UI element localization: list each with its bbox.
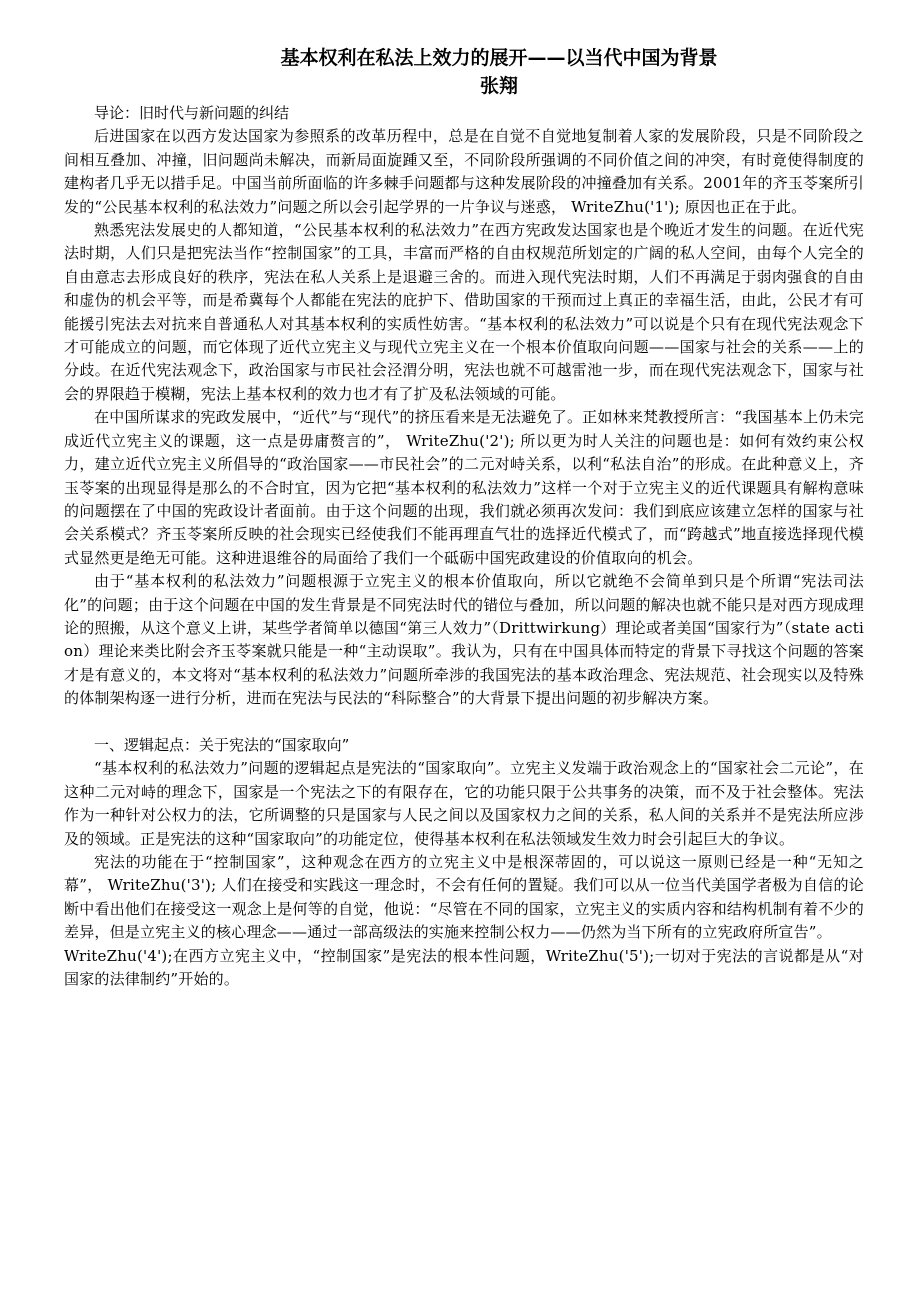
intro-paragraph-1: 后进国家在以西方发达国家为参照系的改革历程中，总是在自觉不自觉地复制着人家的发展阶段，只是不同阶段之间相互叠加、冲撞，旧问题尚未解决，而新局面旋踵又至，不同阶段所强调的不同价值之间的冲突，有时竟使得制度的建构者几乎无以措手足。中国当前所面临的许多棘手问题都与这种发展阶段的冲撞叠加有关系。2001年的齐玉苓案所引发的“公民基本权利的私法效力”问题之所以会引起学界的一片争议与迷惑， WriteZhu('1'); 原因也正在于此。: [64, 127, 864, 216]
section1-paragraph-2: 宪法的功能在于“控制国家”，这种观念在西方的立宪主义中是根深蒂固的，可以说这一原则已经是一种“无知之幕”， WriteZhu('3'); 人们在接受和实践这一理念时，不会有任何的置疑。我们可以从一位当代美国学者极为自信的论断中看出他们在接受这一观念上是何等的自觉，他说：“尽管在不同的国家，立宪主义的实质内容和结构机制有着不少的差异，但是立宪主义的核心理念——通过一部高级法的实施来控制公权力——仍然为当下所有的立宪政府所宣告”。: [64, 852, 864, 942]
document-title: 基本权利在私法上效力的展开——以当代中国为背景: [280, 47, 718, 69]
intro-paragraph-4: 由于“基本权利的私法效力”问题根源于立宪主义的根本价值取向，所以它就绝不会简单到只是个所谓“宪法司法化”的问题；由于这个问题在中国的发生背景是不同宪法时代的错位与叠加，所以问题的解决也就不能只是对西方现成理论的照搬，从这个意义上讲，某些学者简单以德国“第三人效力”（Drittwirkung）理论或者美国“国家行为”（state action）理论来类比附会齐玉苓案就只能是一种“主动误取”。我认为，只有在中国具体而特定的背景下寻找这个问题的答案才是有意义的，本文将对“基本权利的私法效力”问题所牵涉的我国宪法的基本政治理念、宪法规范、社会现实以及特殊的体制架构逐一进行分析，进而在宪法与民法的“科际整合”的大背景下提出问题的初步解决方案。: [64, 572, 864, 708]
section1-paragraph-3: WriteZhu('4');在西方立宪主义中，“控制国家”是宪法的根本性问题，WriteZhu('5');一切对于宪法的言说都是从“对国家的法律制约”开始的。: [64, 946, 864, 989]
intro-heading: 导论：旧时代与新问题的纠结: [94, 104, 290, 122]
document-page: [64, 44, 864, 991]
section-gap: [64, 711, 864, 734]
intro-paragraph-3: 在中国所谋求的宪政发展中，“近代”与“现代”的挤压看来是无法避免了。正如林来梵教授所言：“我国基本上仍未完成近代立宪主义的课题，这一点是毋庸赘言的”， WriteZhu('2'); 所以更为时人关注的问题也是：如何有效约束公权力，建立近代立宪主义所倡导的“政治国家——市民社会”的二元对峙关系，以利“私法自治”的形成。在此种意义上，齐玉苓案的出现显得是那么的不合时宜，因为它把“基本权利的私法效力”这样一个对于立宪主义的近代课题具有解构意味的问题摆在了中国的宪政设计者面前。由于这个问题的出现，我们就必须再次发问：我们到底应该建立怎样的国家与社会关系模式？齐玉苓案所反映的社会现实已经使我们不能再理直气壮的选择近代模式了，而“跨越式”地直接选择现代模式显然更是绝无可能。这种进退维谷的局面给了我们一个砥砺中国宪政建设的价值取向的机会。: [64, 408, 864, 567]
intro-paragraph-2: 熟悉宪法发展史的人都知道，“公民基本权利的私法效力”在西方宪政发达国家也是个晚近才发生的问题。在近代宪法时期，人们只是把宪法当作“控制国家”的工具，丰富而严格的自由权规范所划定的广阔的私人空间，由每个人完全的自由意志去形成良好的秩序，宪法在私人关系上是退避三舍的。而进入现代宪法时期，人们不再满足于弱肉强食的自由和虚伪的机会平等，而是希冀每个人都能在宪法的庇护下、借助国家的干预而过上真正的幸福生活，由此，公民才有可能援引宪法去对抗来自普通私人对其基本权利的实质性妨害。“基本权利的私法效力”可以说是个只有在现代宪法观念下才可能成立的问题，而它体现了近代立宪主义与现代立宪主义在一个根本价值取向问题——国家与社会的关系——上的分歧。在近代宪法观念下，政治国家与市民社会泾渭分明，宪法也就不可越雷池一步，而在现代宪法观念下，国家与社会的界限趋于模糊，宪法上基本权利的效力也才有了扩及私法领域的可能。: [64, 221, 864, 403]
author-name: 张翔: [479, 75, 518, 97]
section1-paragraph-1: “基本权利的私法效力”问题的逻辑起点是宪法的“国家取向”。立宪主义发端于政治观念上的“国家社会二元论”，在这种二元对峙的理念下，国家是一个宪法之下的有限存在，它的功能只限于公共事务的决策，而不及于社会整体。宪法作为一种针对公权力的法，它所调整的只是国家与人民之间以及国家权力之间的关系，私人间的关系并不是宪法所应涉及的领域。正是宪法的这种“国家取向”的功能定位，使得基本权利在私法领域发生效力时会引起巨大的争议。: [64, 759, 864, 848]
section1-heading: 一、逻辑起点：关于宪法的“国家取向”: [94, 735, 350, 754]
